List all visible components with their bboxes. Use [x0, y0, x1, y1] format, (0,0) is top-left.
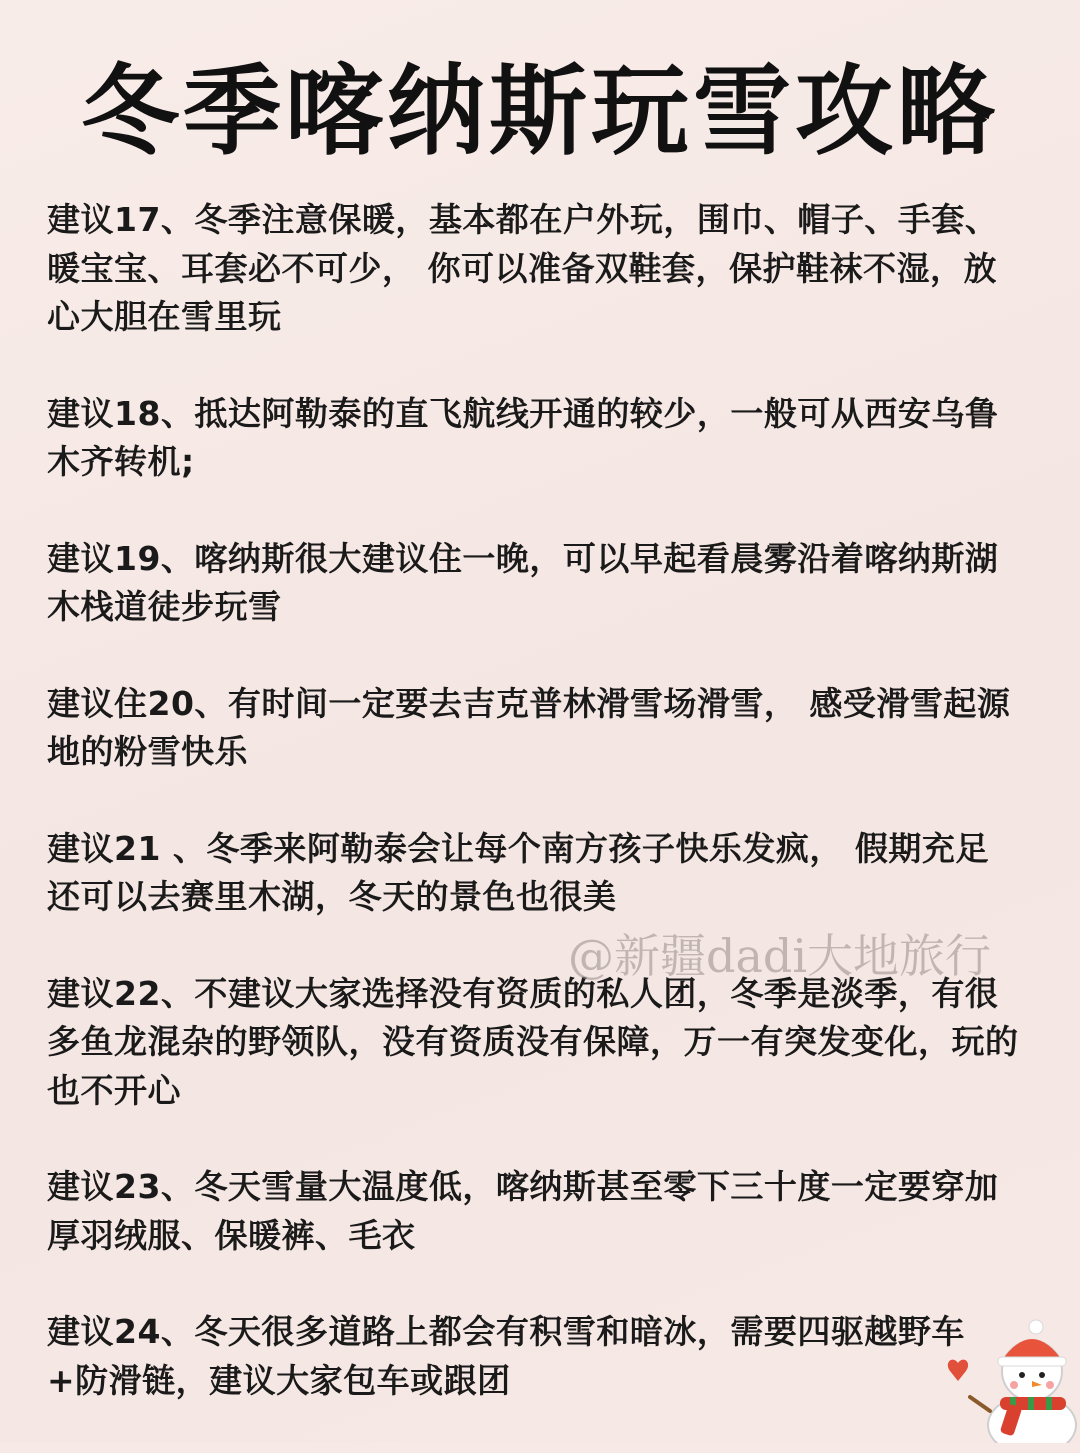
- tip-19: 建议19、喀纳斯很大建议住一晚，可以早起看晨雾沿着喀纳斯湖木栈道徒步玩雪: [47, 538, 999, 626]
- tip-18: 建议18、抵达阿勒泰的直飞航线开通的较少，一般可从西安乌鲁木齐转机;: [47, 393, 999, 481]
- page-title: 冬季喀纳斯玩雪攻略: [80, 55, 999, 169]
- tip-17: 建议17、冬季注意保暖，基本都在户外玩，围巾、帽子、手套、暖宝宝、耳套必不可少， 你可以准备双鞋套，保护鞋袜不湿，放心大胆在雪里玩: [47, 200, 999, 336]
- watermark: @新疆dadi大地旅行: [568, 929, 992, 983]
- tip-21: 建议21 、冬季来阿勒泰会让每个南方孩子快乐发疯， 假期充足还可以去赛里木湖，冬天的景色也很美: [47, 828, 989, 916]
- tip-20: 建议住20、有时间一定要去吉克普林滑雪场滑雪， 感受滑雪起源地的粉雪快乐: [47, 683, 1011, 771]
- tip-23: 建议23、冬天雪量大温度低，喀纳斯甚至零下三十度一定要穿加厚羽绒服、保暖裤、毛衣: [47, 1167, 999, 1255]
- tip-24: 建议24、冬天很多道路上都会有积雪和暗冰，需要四驱越野车+防滑链，建议大家包车或跟团: [47, 1312, 965, 1400]
- tip-22: 建议22、不建议大家选择没有资质的私人团，冬季是淡季，有很多鱼龙混杂的野领队，没有资质没有保障，万一有突发变化，玩的也不开心: [47, 973, 1019, 1110]
- tips-list: [47, 196, 1022, 1453]
- snowman-icon: [940, 1293, 1080, 1443]
- heart-icon: [948, 1360, 968, 1381]
